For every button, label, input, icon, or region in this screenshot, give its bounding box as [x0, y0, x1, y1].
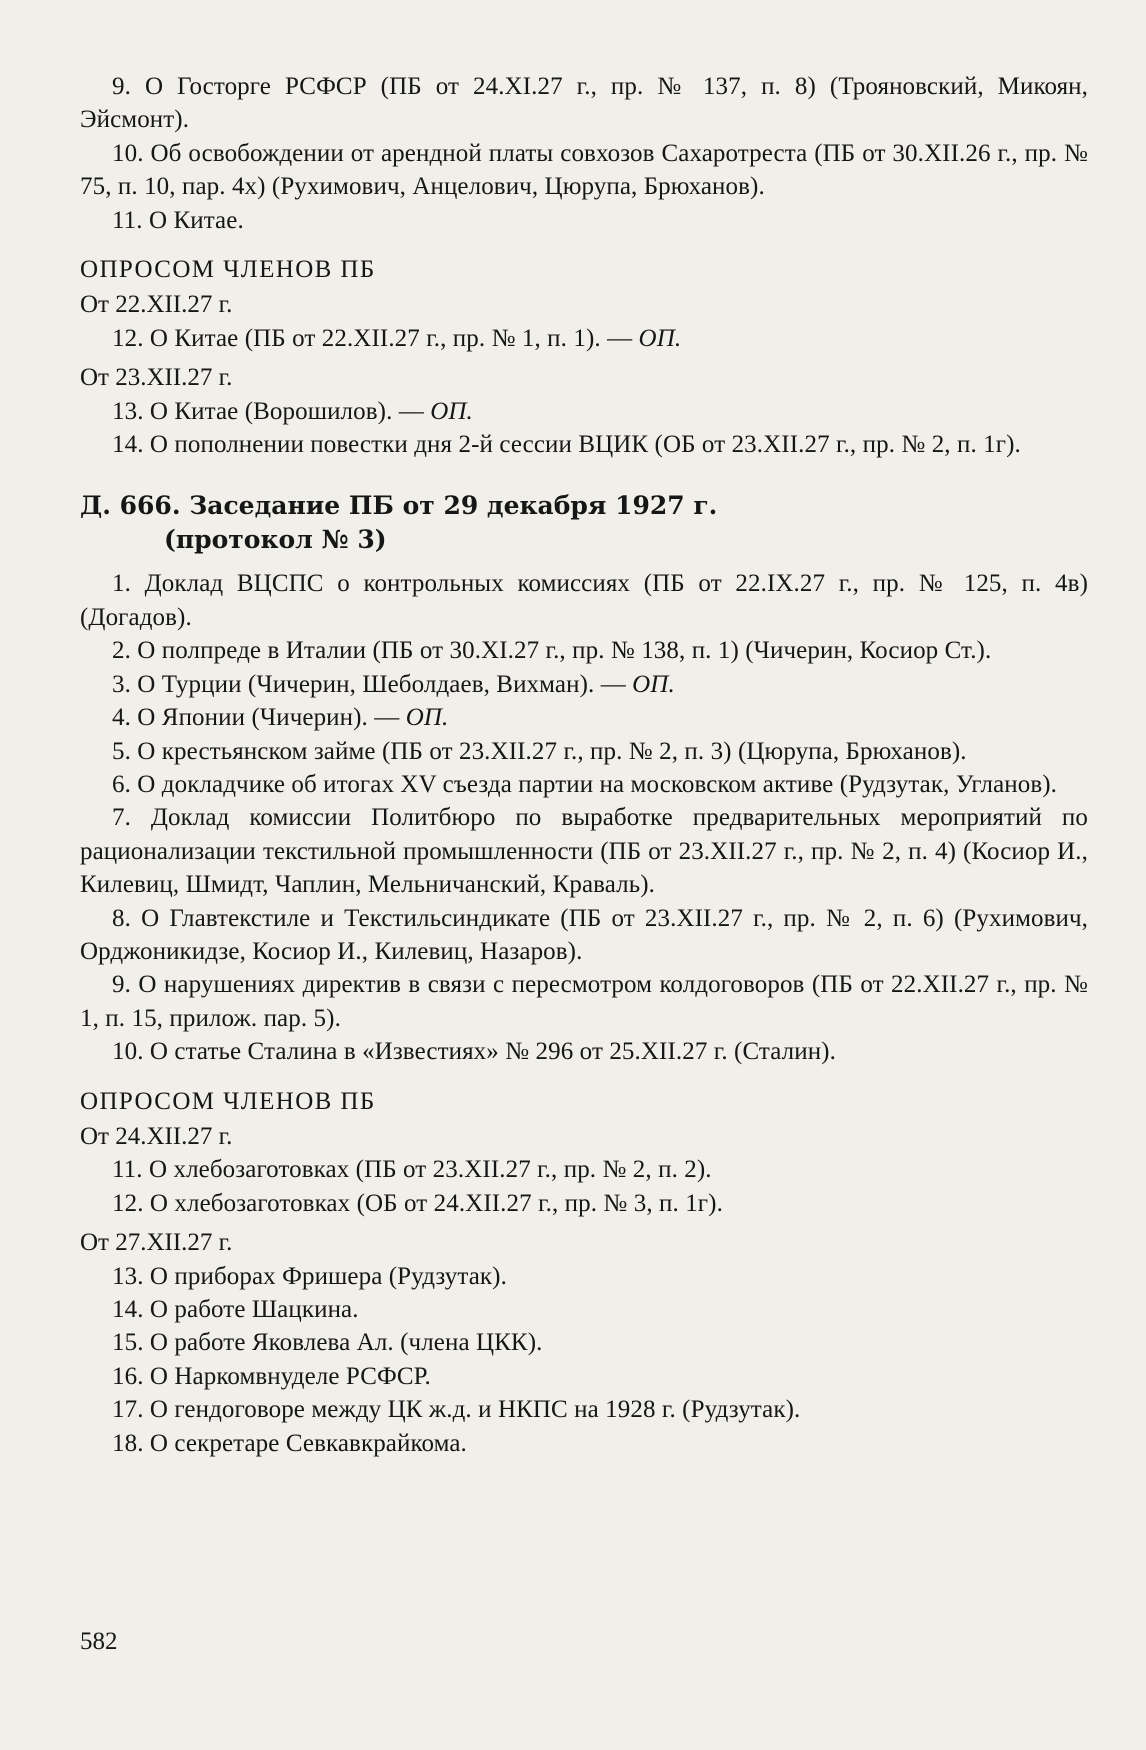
agenda-item: 14. О работе Шацкина.: [112, 1296, 359, 1323]
poll-date: От 24.XII.27 г.: [80, 1122, 233, 1150]
agenda-item: 9. О Госторге РСФСР (ПБ от 24.XI.27 г., пр. № 137, п. 8) (Трояновский, Микоян, Эйсмонт).: [80, 73, 1088, 134]
items-block-5: [80, 1260, 1088, 1460]
poll-date: От 27.XII.27 г.: [80, 1229, 233, 1257]
agenda-item: 13. О приборах Фришера (Рудзутак).: [112, 1262, 507, 1290]
items-block-2: [80, 395, 1088, 462]
agenda-item: 2. О полпреде в Италии (ПБ от 30.XI.27 г., пр. № 138, п. 1) (Чичерин, Косиор Ст.).: [112, 637, 992, 665]
agenda-item: 1. Доклад ВЦСПС о контрольных комиссиях (ПБ от 22.IX.27 г., пр. № 125, п. 4в) (Догадов).: [80, 570, 1088, 631]
agenda-item: 14. О пополнении повестки дня 2-й сессии ВЦИК (ОБ от 23.XII.27 г., пр. № 2, п. 1г).: [112, 431, 1021, 459]
agenda-item: 17. О гендоговоре между ЦК ж.д. и НКПС на 1928 г. (Рудзутак).: [112, 1396, 801, 1424]
agenda-item: 15. О работе Яковлева Ал. (члена ЦКК).: [112, 1329, 543, 1357]
poll-section-heading: ОПРОСОМ ЧЛЕНОВ ПБ: [80, 1087, 376, 1115]
agenda-item: 11. О Китае.: [112, 206, 244, 234]
agenda-item: 10. О статье Сталина в «Известиях» № 296 от 25.XII.27 г. (Сталин).: [112, 1038, 836, 1066]
agenda-item: 12. О хлебозаготовках (ОБ от 24.XII.27 г., пр. № 3, п. 1г).: [112, 1189, 723, 1217]
agenda-item: 12. О Китае (ПБ от 22.XII.27 г., пр. № 1, п. 1). — ОП.: [112, 324, 682, 352]
document-title: Д. 666. Заседание ПБ от 29 декабря 1927 г.: [80, 491, 718, 521]
agenda-item: 16. О Наркомвнуделе РСФСР.: [112, 1362, 431, 1390]
agenda-item: 9. О нарушениях директив в связи с пересмотром колдоговоров (ПБ от 22.XII.27 г., пр. № 1, п. 15, прилож. пар. 5).: [80, 971, 1088, 1032]
poll-section-heading: ОПРОСОМ ЧЛЕНОВ ПБ: [80, 256, 376, 284]
agenda-item: 10. Об освобождении от арендной платы совхозов Сахаротреста (ПБ от 30.XII.26 г., пр. № 75, п. 10, пар. 4х) (Рухимович, Анцелович, Цюрупа, Брюханов).: [80, 139, 1088, 201]
agenda-item: 4. О Японии (Чичерин). — ОП.: [112, 704, 449, 732]
agenda-item: 7. Доклад комиссии Политбюро по выработке предварительных мероприятий по рационализации текстильной промышленности (ПБ от 23.XII.27 г., пр. № 2, п. 4) (Косиор И., Килевиц, Шмидт, Чаплин, Мельничанский, Краваль).: [80, 804, 1088, 899]
items-block-1: [80, 70, 1088, 237]
agenda-item: 3. О Турции (Чичерин, Шеболдаев, Вихман). — ОП.: [112, 670, 675, 698]
items-block-3: [80, 567, 1088, 1068]
poll-date: От 23.XII.27 г.: [80, 364, 233, 392]
document-heading: [80, 489, 1088, 557]
agenda-item: 8. О Главтекстиле и Текстильсиндикате (ПБ от 23.XII.27 г., пр. № 2, п. 6) (Рухимович, Орджоникидзе, Косиор И., Килевиц, Назаров).: [80, 904, 1088, 965]
agenda-item: 11. О хлебозаготовках (ПБ от 23.XII.27 г., пр. № 2, п. 2).: [112, 1156, 712, 1184]
agenda-item: 5. О крестьянском займе (ПБ от 23.XII.27 г., пр. № 2, п. 3) (Цюрупа, Брюханов).: [112, 737, 967, 765]
agenda-item: 18. О секретаре Севкавкрайкома.: [112, 1429, 467, 1457]
agenda-item: 13. О Китае (Ворошилов). — ОП.: [112, 397, 473, 425]
page-number: 582: [80, 1628, 118, 1655]
poll-date: От 22.XII.27 г.: [80, 291, 233, 319]
agenda-item: 6. О докладчике об итогах XV съезда партии на московском активе (Рудзутак, Угланов).: [112, 770, 1058, 798]
document-subtitle: (протокол № 3): [164, 525, 387, 555]
items-block-4: [80, 1153, 1088, 1220]
